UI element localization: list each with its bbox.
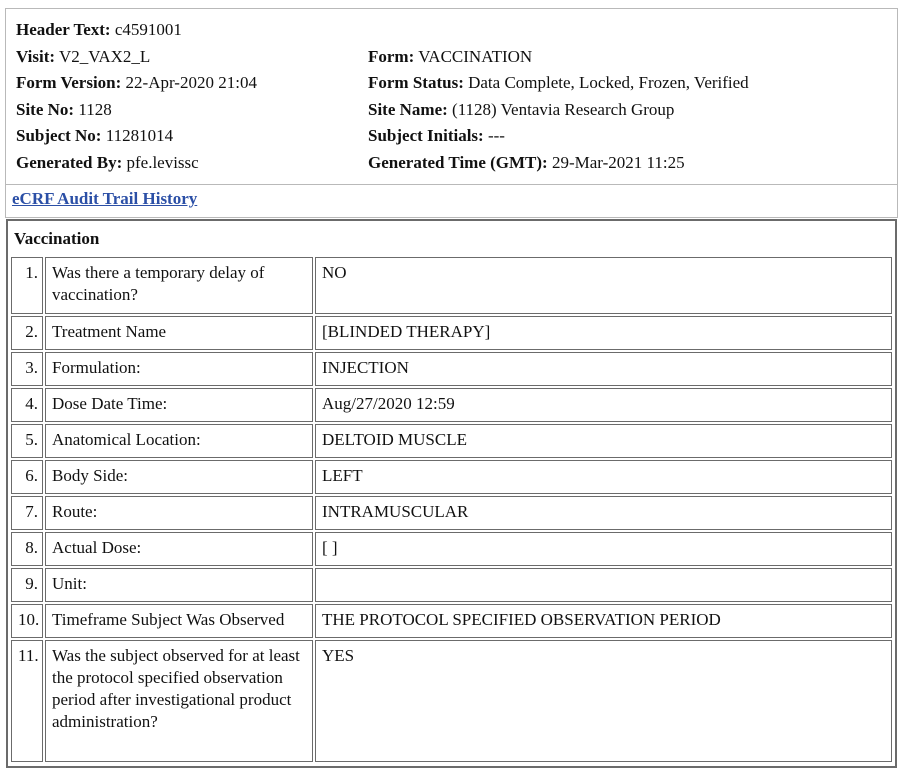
visit-label: Visit: bbox=[16, 47, 56, 66]
site-no-value: 1128 bbox=[78, 100, 112, 119]
form-status-line bbox=[368, 72, 749, 94]
table-row bbox=[11, 568, 892, 602]
subject-no-label: Subject No: bbox=[16, 126, 102, 145]
row-question: Was the subject observed for at least the protocol specified observation period after investigational product administration? bbox=[45, 640, 313, 762]
row-answer bbox=[315, 568, 892, 602]
row-number: 10. bbox=[11, 604, 43, 638]
visit-value: V2_VAX2_L bbox=[58, 47, 151, 66]
row-answer: INTRAMUSCULAR bbox=[315, 496, 892, 530]
site-name-label: Site Name: bbox=[368, 100, 448, 119]
subject-no-line bbox=[16, 125, 173, 147]
form-line bbox=[368, 46, 532, 68]
site-name-value: (1128) Ventavia Research Group bbox=[452, 100, 675, 119]
table-row bbox=[11, 424, 892, 458]
visit-line bbox=[16, 46, 150, 68]
generated-time-line bbox=[368, 152, 685, 174]
header-text-label: Header Text: bbox=[16, 20, 111, 39]
form-status-label: Form Status: bbox=[368, 73, 464, 92]
row-question: Formulation: bbox=[45, 352, 313, 386]
audit-link-row bbox=[5, 183, 898, 218]
table-row bbox=[11, 640, 892, 762]
form-value: VACCINATION bbox=[418, 47, 533, 66]
table-row bbox=[11, 352, 892, 386]
row-question: Treatment Name bbox=[45, 316, 313, 350]
table-row bbox=[11, 532, 892, 566]
row-question: Was there a temporary delay of vaccination? bbox=[45, 257, 313, 314]
generated-by-value: pfe.levissc bbox=[126, 153, 199, 172]
form-header bbox=[5, 8, 898, 185]
header-text-value: c4591001 bbox=[114, 20, 182, 39]
site-name-line bbox=[368, 99, 674, 121]
table-row bbox=[11, 316, 892, 350]
row-number: 1. bbox=[11, 257, 43, 314]
row-answer: [BLINDED THERAPY] bbox=[315, 316, 892, 350]
row-question: Dose Date Time: bbox=[45, 388, 313, 422]
row-number: 7. bbox=[11, 496, 43, 530]
form-version-label: Form Version: bbox=[16, 73, 122, 92]
row-number: 5. bbox=[11, 424, 43, 458]
form-label: Form: bbox=[368, 47, 415, 66]
row-number: 4. bbox=[11, 388, 43, 422]
row-number: 8. bbox=[11, 532, 43, 566]
table-row bbox=[11, 604, 892, 638]
header-text-line bbox=[16, 19, 182, 41]
row-question: Anatomical Location: bbox=[45, 424, 313, 458]
row-answer: LEFT bbox=[315, 460, 892, 494]
row-question: Actual Dose: bbox=[45, 532, 313, 566]
subject-initials-line bbox=[368, 125, 505, 147]
row-answer: THE PROTOCOL SPECIFIED OBSERVATION PERIOD bbox=[315, 604, 892, 638]
table-row bbox=[11, 496, 892, 530]
generated-by-line bbox=[16, 152, 199, 174]
row-question: Body Side: bbox=[45, 460, 313, 494]
audit-trail-link[interactable]: eCRF Audit Trail History bbox=[12, 189, 198, 208]
row-number: 11. bbox=[11, 640, 43, 762]
row-answer: INJECTION bbox=[315, 352, 892, 386]
row-question: Unit: bbox=[45, 568, 313, 602]
row-question: Timeframe Subject Was Observed bbox=[45, 604, 313, 638]
row-answer: Aug/27/2020 12:59 bbox=[315, 388, 892, 422]
row-number: 6. bbox=[11, 460, 43, 494]
table-row bbox=[11, 388, 892, 422]
row-answer: [ ] bbox=[315, 532, 892, 566]
row-answer: NO bbox=[315, 257, 892, 314]
table-row bbox=[11, 460, 892, 494]
form-version-value: 22-Apr-2020 21:04 bbox=[125, 73, 257, 92]
row-number: 9. bbox=[11, 568, 43, 602]
vaccination-table bbox=[6, 219, 897, 768]
form-status-value: Data Complete, Locked, Frozen, Verified bbox=[468, 73, 749, 92]
subject-initials-label: Subject Initials: bbox=[368, 126, 484, 145]
ecrf-page bbox=[5, 8, 898, 768]
site-no-label: Site No: bbox=[16, 100, 75, 119]
row-question: Route: bbox=[45, 496, 313, 530]
row-answer: DELTOID MUSCLE bbox=[315, 424, 892, 458]
generated-time-value: 29-Mar-2021 11:25 bbox=[551, 153, 685, 172]
subject-initials-value: --- bbox=[487, 126, 505, 145]
row-number: 3. bbox=[11, 352, 43, 386]
table-row bbox=[11, 257, 892, 314]
site-no-line bbox=[16, 99, 112, 121]
form-version-line bbox=[16, 72, 257, 94]
section-title: Vaccination bbox=[14, 229, 100, 248]
generated-by-label: Generated By: bbox=[16, 153, 123, 172]
generated-time-label: Generated Time (GMT): bbox=[368, 153, 548, 172]
row-number: 2. bbox=[11, 316, 43, 350]
subject-no-value: 11281014 bbox=[105, 126, 174, 145]
row-answer: YES bbox=[315, 640, 892, 762]
